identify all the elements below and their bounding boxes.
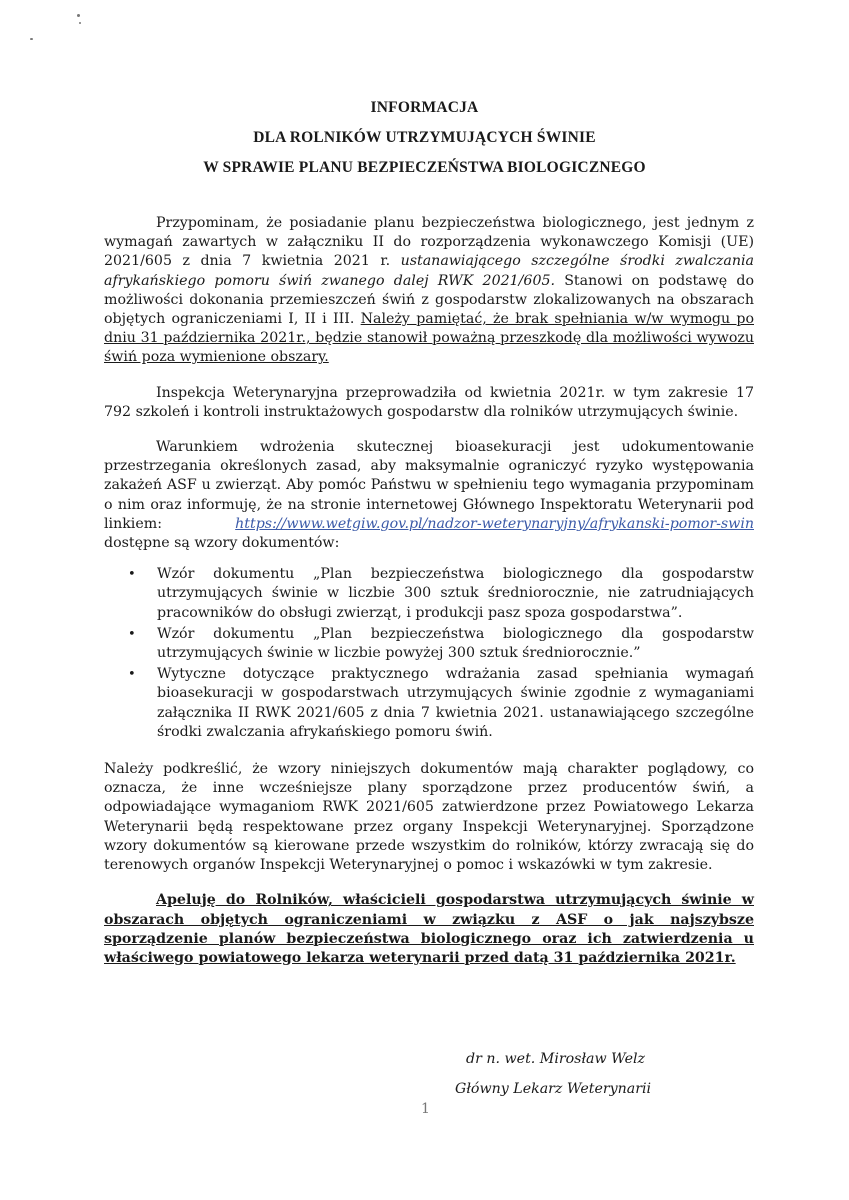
list-item	[104, 665, 754, 742]
list-item-text: Wzór dokumentu „Plan bezpieczeństwa biologicznego dla gospodarstw utrzymujących świnie w liczbie powyżej 300 sztuk średniorocznie.”	[157, 625, 754, 662]
paragraph-documents	[104, 438, 754, 553]
paragraph-text: Przypominam, że posiadanie planu bezpieczeństwa biologicznego, jest jednym z wymagań zawartych w załączniku II do rozporządzenia wykonawczego Komisji (UE) 2021/605 z dnia 7 kwietnia 2021 r.	[104, 215, 754, 270]
list-item-text: Wzór dokumentu „Plan bezpieczeństwa biologicznego dla gospodarstw utrzymujących świnie w liczbie 300 sztuk średniorocznie, nie zatrudniających pracowników do obsługi zwierząt, i produkcji pasz spoza gospodarstwa”.	[157, 566, 754, 621]
paragraph-trainings: Inspekcja Weterynaryjna przeprowadziła od kwietnia 2021r. w tym zakresie 17 792 szkoleń i kontroli instruktażowych gospodarstw dla rolników utrzymujących świnie.	[104, 384, 754, 420]
bullet-icon: •	[128, 626, 136, 642]
signatory-title: Główny Lekarz Weterynarii	[455, 1081, 652, 1097]
header-title: INFORMACJA	[370, 99, 479, 116]
document-body	[104, 214, 754, 968]
header-subtitle: DLA ROLNIKÓW UTRZYMUJĄCYCH ŚWINIE	[253, 129, 596, 146]
signatory-name: dr n. wet. Mirosław Welz	[466, 1051, 646, 1067]
deadline-warning: Należy pamiętać, że brak spełniania w/w wymogu po dniu 31 października 2021r., będzie stanowił poważną przeszkodę dla możliwości wywozu świń poza wymienione obszary.	[104, 311, 754, 366]
document-header	[0, 99, 849, 177]
header-topic: W SPRAWIE PLANU BEZPIECZEŃSTWA BIOLOGICZNEGO	[203, 159, 646, 176]
wetgiw-link[interactable]: https://www.wetgiw.gov.pl/nadzor-weterynaryjny/afrykanski-pomor-swin	[235, 515, 754, 532]
paragraph-text: dostępne są wzory dokumentów:	[104, 535, 340, 552]
paragraph-text: Warunkiem wdrożenia skutecznej bioasekuracji jest udokumentowanie przestrzegania określonych zasad, aby maksymalnie ograniczyć ryzyko występowania zakażeń ASF u zwierząt. Aby pomóc Państwu w spełnieniu tego wymagania przypominam o nim oraz informuję, że na stronie internetowej Głównego Inspektoratu Weterynarii pod linkiem:	[104, 439, 754, 532]
scan-speck	[30, 38, 33, 40]
bullet-icon: •	[128, 567, 136, 583]
paragraph-templates-note: Należy podkreślić, że wzory niniejszych dokumentów mają charakter poglądowy, co oznacza, że inne wcześniejsze plany sporządzone przez producentów świń, a odpowiadające wymaganiom RWK 2021/605 zatwierdzone przez Powiatowego Lekarza Weterynarii będą respektowane przez organy Inspekcji Weterynaryjnej. Sporządzone wzory dokumentów są kierowane przede wszystkim do rolników, którzy zwracają się do terenowych organów Inspekcji Weterynaryjnej o pomoc i wskazówki w tym zakresie.	[104, 761, 754, 874]
page-number: 1	[421, 1101, 430, 1117]
regulation-title: ustanawiającego szczególne środki zwalczania afrykańskiego pomoru świń zwanego dalej RWK 2021/605.	[104, 253, 754, 289]
scan-speck	[79, 22, 81, 24]
bullet-icon: •	[128, 667, 136, 683]
list-item	[104, 565, 754, 623]
scan-speck	[77, 14, 80, 17]
paragraph-text: Stanowi on podstawę do możliwości dokonania przemieszczeń świń z gospodarstw zlokalizowanych na obszarach objętych ograniczeniami I, II i III.	[104, 272, 754, 328]
documents-list	[104, 565, 754, 742]
list-item-text: Wytyczne dotyczące praktycznego wdrażania zasad spełniania wymagań bioasekuracji w gospodarstwach utrzymujących świnie zgodnie z wymaganiami załącznika II RWK 2021/605 z dnia 7 kwietnia 2021. ustanawiającego szczególne środki zwalczania afrykańskiego pomoru świń.	[157, 666, 754, 740]
appeal-paragraph: Apeluję do Rolników, właścicieli gospodarstwa utrzymujących świnie w obszarach objętych ograniczeniami w związku z ASF o jak najszybsze sporządzenie planów bezpieczeństwa biologicznego oraz ich zatwierdzenia u właściwego powiatowego lekarza weterynarii przed datą 31 października 2021r.	[104, 892, 754, 966]
paragraph-biosecurity-requirement	[104, 214, 754, 368]
list-item	[104, 625, 754, 663]
signature-block	[455, 1044, 651, 1104]
